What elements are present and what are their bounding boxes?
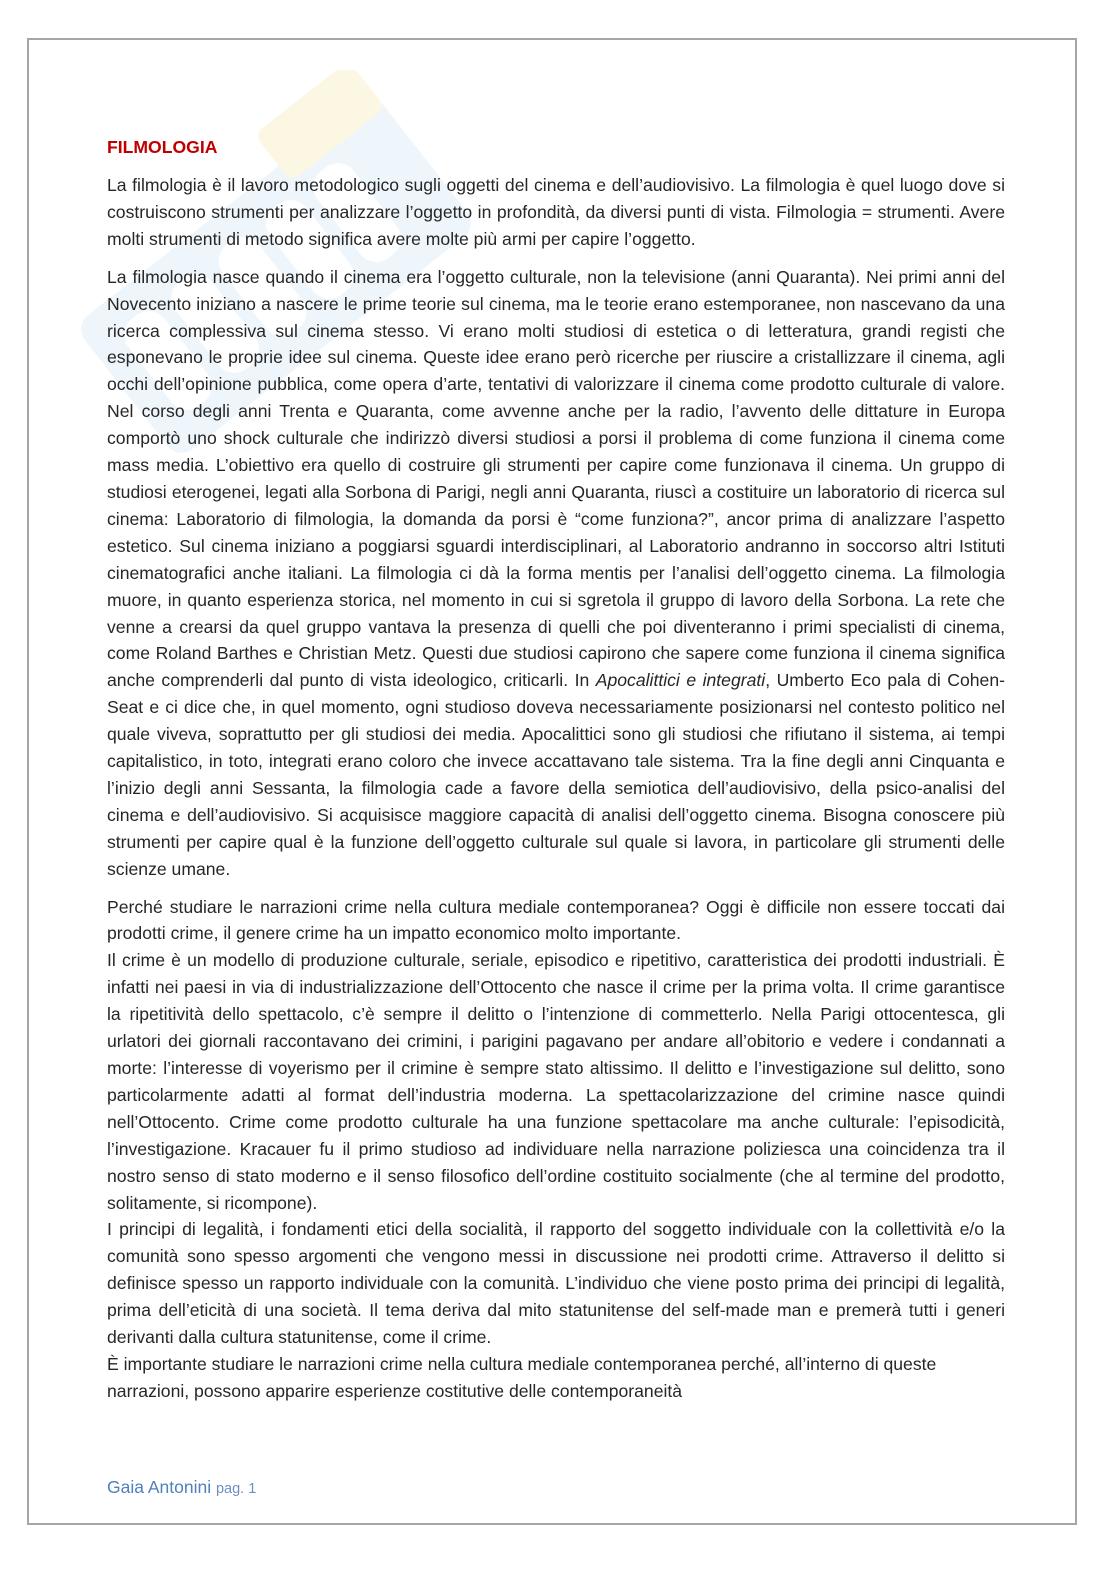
paragraph-why-crime: Perché studiare le narrazioni crime nella cultura mediale contemporanea? Oggi è difficile non essere toccati dai prodotti crime, il genere crime ha un impatto economico molto importante. — [107, 896, 1005, 944]
book-title-italic: Apocalittici e integrati — [595, 670, 766, 691]
page-footer — [107, 1477, 256, 1498]
footer-author: Gaia Antonini — [107, 1477, 212, 1497]
footer-page-number: pag. 1 — [215, 1481, 257, 1497]
paragraph-crime-model: Il crime è un modello di produzione culturale, seriale, episodico e ripetitivo, caratteristica dei prodotti industriali. È infatti nei paesi in via di industrializzazione dell’Ottocento che nasce il crime per la prima volta. Il crime garantisce la ripetitività dello spettacolo, c’è sempre il delitto o l’intenzione di commetterlo. Nella Parigi ottocentesca, gli urlatori dei giornali raccontavano dei crimini, i parigini pagavano per andare all’obitorio e vedere i condannati a morte: l’interesse di voyerismo per il crimine è sempre stato altissimo. Il delitto e l’investigazione sul delitto, sono particolarmente adatti al format dell’industria moderna. La spettacolarizzazione del crimine nasce quindi nell’Ottocento. Crime come prodotto culturale ha una funzione spettacolare ma anche culturale: l’episodicità, l’investigazione. Kracauer fu il primo studioso ad individuare nella narrazione poliziesca una coincidenza tra il nostro senso di stato moderno e il senso filosofico dell’ordine costituito socialmente (che al termine del prodotto, solitamente, si ricompone). — [107, 950, 1005, 1213]
paragraph-importance: È importante studiare le narrazioni crime nella cultura mediale contemporanea perché, all’interno di queste narrazioni, possono apparire esperienze costitutive delle contemporaneità — [107, 1353, 937, 1401]
paragraph-history-part-b: , Umberto Eco pala di Cohen-Seat e ci dice che, in quel momento, ogni studioso doveva necessariamente posizionarsi nel contesto politico nel quale viveva, soprattutto per gli studiosi dei media. Apocalittici sono gli studiosi che rifiutano il sistema, ai tempi capitalistico, in toto, integrati erano coloro che invece accattavano tale sistema. Tra la fine degli anni Cinquanta e l’inizio degli anni Sessanta, la filmologia cade a favore della semiotica dell’audiovisivo, della psico-analisi del cinema e dell’audiovisivo. Si acquisisce maggiore capacità di analisi dell’oggetto cinema. Bisogna conoscere più strumenti per capire qual è la funzione dell’oggetto culturale sul quale si lavora, in particolare gli strumenti delle scienze umane. — [107, 670, 1005, 879]
paragraph-history-part-a: La filmologia nasce quando il cinema era l’oggetto culturale, non la televisione (anni Quaranta). Nei primi anni del Novecento iniziano a nascere le prime teorie sul cinema, ma le teorie erano estemporanee, non nascevano da una ricerca complessiva sul cinema stesso. Vi erano molti studiosi di estetica o di letteratura, grandi registi che esponevano le proprie idee sul cinema. Queste idee erano però ricerche per riuscire a cristallizzare il cinema, agli occhi dell’opinione pubblica, come opera d’arte, tentativi di valorizzare il cinema come prodotto culturale di valore. Nel corso degli anni Trenta e Quaranta, come avvenne anche per la radio, l’avvento delle dittature in Europa comportò uno shock culturale che indirizzò diversi studiosi a porsi il problema di come funziona il cinema come mass media. L’obiettivo era quello di costruire gli strumenti per capire come funzionava il cinema. Un gruppo di studiosi eterogenei, legati alla Sorbona di Parigi, negli anni Quaranta, riuscì a costituire un laboratorio di ricerca sul cinema: Laboratorio di filmologia, la domanda da porsi è “come funziona?”, ancor prima di analizzare l’aspetto estetico. Sul cinema iniziano a poggiarsi sguardi interdisciplinari, al Laboratorio andranno in soccorso altri Istituti cinematografici anche italiani. La filmologia ci dà la forma mentis per l’analisi dell’oggetto cinema. La filmologia muore, in quanto esperienza storica, nel momento in cui si sgretola il gruppo di lavoro della Sorbona. La rete che venne a crearsi da quel gruppo vantava la presenza di quelli che poi diventeranno i primi specialisti di cinema, come Roland Barthes e Christian Metz. Questi due studiosi capirono che sapere come funziona il cinema significa anche comprenderli dal punto di vista ideologico, criticarli. In — [107, 266, 1005, 691]
document-page — [27, 38, 1077, 1525]
paragraph-filmologia-history — [107, 264, 1005, 883]
paragraph-filmologia-definition: La filmologia è il lavoro metodologico sugli oggetti del cinema e dell’audiovisivo. La filmologia è quel luogo dove si costruiscono strumenti per analizzare l’oggetto in profondità, da diversi punti di vista. Filmologia = strumenti. Avere molti strumenti di metodo significa avere molte più armi per capire l’oggetto. — [107, 175, 1005, 249]
document-content — [107, 134, 1005, 1405]
paragraph-legality: I principi di legalità, i fondamenti etici della socialità, il rapporto del soggetto individuale con la collettività e/o la comunità sono spesso argomenti che vengono messi in discussione nei prodotti crime. Attraverso il delitto si definisce spesso un rapporto individuale con la comunità. L’individuo che viene posto prima dei principi di legalità, prima dell’eticità di una società. Il tema deriva dal mito statunitense del self-made man e premerà tutti i generi derivanti dalla cultura statunitense, come il crime. — [107, 1219, 1005, 1348]
document-title: FILMOLOGIA — [107, 137, 218, 157]
